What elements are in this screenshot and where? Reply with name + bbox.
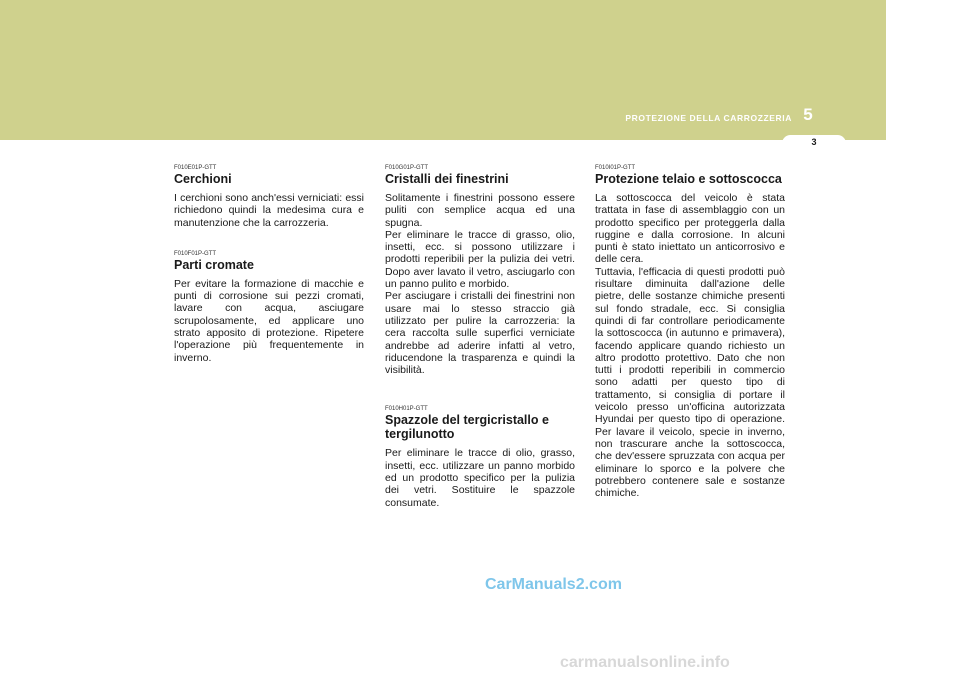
section-text: I cerchioni sono anch'essi verniciati: essi richiedono quindi la medesima cura e manutenzione che la carrozzeria.: [174, 192, 364, 229]
section-code: F010E01P-GTT: [174, 165, 217, 171]
section-text: Per eliminare le tracce di olio, grasso, insetti, ecc. utilizzare un panno morbido ed un prodotto specifico per la pulizia dei vetri. Sostituire le spazzole consumate.: [385, 447, 575, 509]
watermark-footer: carmanualsonline.info: [560, 654, 730, 671]
page-number: 3: [811, 137, 817, 147]
section-title: Cerchioni: [174, 172, 232, 186]
section-cerchioni: [174, 165, 364, 229]
section-text: Per evitare la formazione di macchie e punti di corrosione sui pezzi cromati, lavare con acqua, asciugare scrupolosamente, ed applicare uno strato apposito di protezione. Ripetere l'operazione più frequentemente in inverno.: [174, 277, 364, 364]
section-parti-cromate: [174, 251, 364, 364]
section-code: F010H01P-GTT: [385, 406, 428, 413]
page-number-tab: [782, 135, 846, 152]
section-protezione-telaio: [595, 165, 785, 499]
chapter-title: PROTEZIONE DELLA CARROZZERIA: [625, 113, 792, 123]
section-title: Parti cromate: [174, 257, 254, 272]
column-3: [595, 165, 785, 521]
section-code: F010I01P-GTT: [595, 165, 636, 171]
section-code: F010F01P-GTT: [174, 250, 217, 257]
section-cristalli: [385, 165, 575, 376]
section-text: Solitamente i finestrini possono essere puliti con semplice acqua ed una spugna. Per eliminare le tracce di grasso, olio, insetti, ecc. si possono utilizzare i prodotti reperibili per la pulizia dei vetri. Dopo aver lavato il vetro, asciugarlo con un panno pulito e morbido. Per asciugare i cristalli dei finestrini non usare mai lo stesso straccio già utilizzato per pulire la carrozzeria: la cera raccolta sulle superfici verniciate andrebbe ad aderire infatti al vetro, riducendone la trasparenza e quindi la visibilità.: [385, 192, 575, 377]
section-title: Cristalli dei finestrini: [385, 172, 509, 186]
section-spazzole: [385, 406, 575, 508]
section-code: F010G01P-GTT: [385, 165, 429, 171]
column-1: [174, 165, 364, 386]
watermark-link[interactable]: CarManuals2.com: [485, 576, 622, 593]
chapter-number: 5: [803, 105, 813, 124]
section-text: La sottoscocca del veicolo è stata trattata in fase di assemblaggio con un prodotto specifico per proteggerla dalla ruggine e dalla corrosione. In alcuni punti è stato iniettato un anticorrosivo e delle cera. Tuttavia, l'efficacia di questi prodotti può risultare diminuita dall'azione delle pietre, delle sostanze chimiche presenti sul fondo stradale, ecc. Si consiglia quindi di far controllare periodicamente la sottoscocca (in autunno e primavera), facendo applicare quando richiesto un altro prodotto protettivo. Dato che non tutti i prodotti reperibili in commercio sono adatti per questo tipo di trattamento, si consiglia di portare il veicolo presso un'officina autorizzata Hyundai per questo tipo di operazione. Per lavare il veicolo, specie in inverno, non trascurare anche la sottoscocca, che dev'essere spruzzata con acqua per eliminare lo sporco e la polvere che potrebbero contenere sale e sostanze chimiche.: [595, 192, 785, 500]
column-2: [385, 165, 575, 531]
section-title: Protezione telaio e sottoscocca: [595, 172, 782, 186]
section-title: Spazzole del tergicristallo e tergilunotto: [385, 413, 549, 442]
